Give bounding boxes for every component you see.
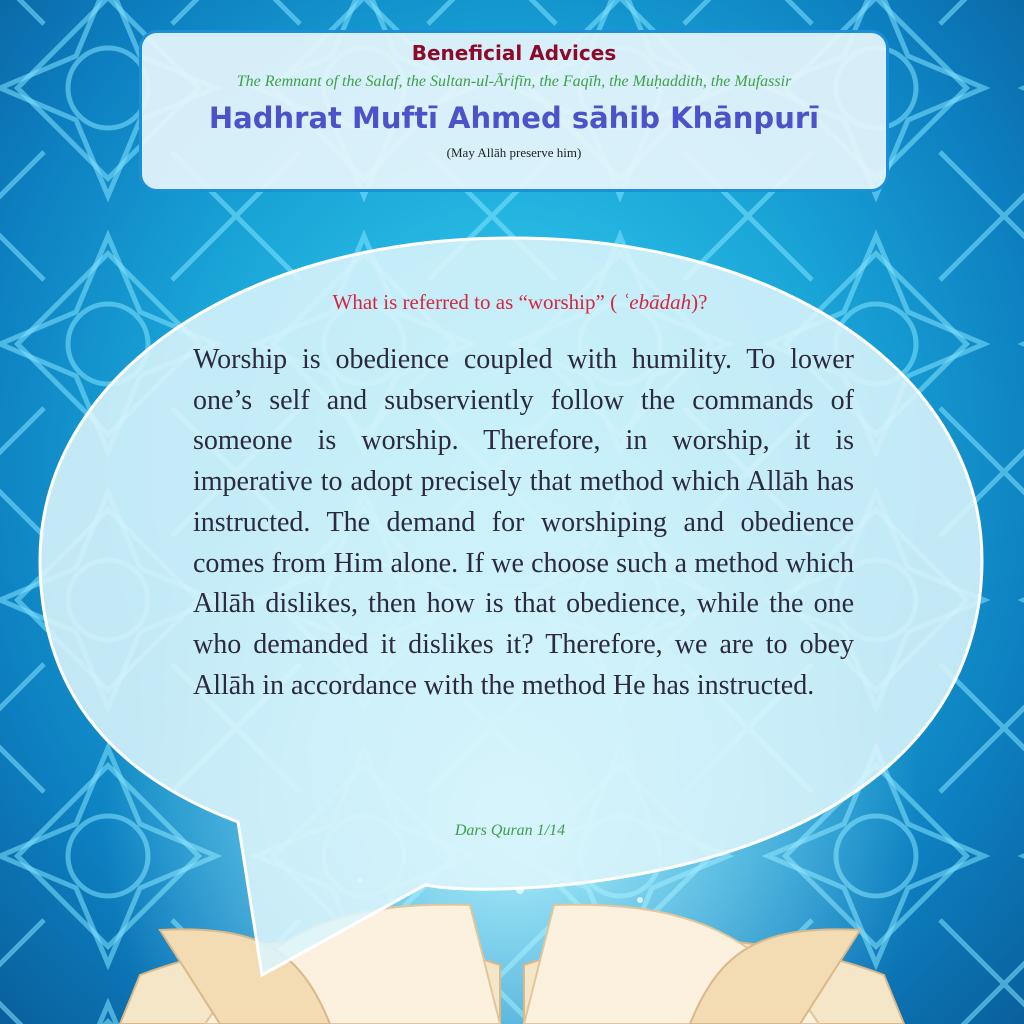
question-suffix: )? (691, 290, 708, 314)
header-subtitle: The Remnant of the Salaf, the Sultan-ul-Ārifīn, the Faqīh, the Muḥaddith, the Mufassir (236, 73, 792, 90)
header-note: (May Allāh preserve him) (446, 145, 582, 160)
question-prefix: What is referred to as “worship” ( (332, 290, 623, 314)
header-title: Beneficial Advices (411, 41, 617, 65)
scholar-name: Hadhrat Muftī Ahmed sāhib Khānpurī (208, 101, 820, 135)
source-citation: Dars Quran 1/14 (454, 822, 566, 839)
question-heading (200, 290, 840, 315)
advice-body: Worship is obedience coupled with humility. To lower one’s self and subserviently follow the commands of someone is worship. Therefore, in worship, it is imperative to adopt precisely that method which Allāh has instructed. The demand for worshiping and obedience comes from Him alone. If we choose such a method which Allāh dislikes, then how is that obedience, while the one who demanded it dislikes it? Therefore, we are to obey Allāh in accordance with the method He has instructed. (193, 344, 854, 701)
question-term: ʿebādah (622, 290, 692, 314)
